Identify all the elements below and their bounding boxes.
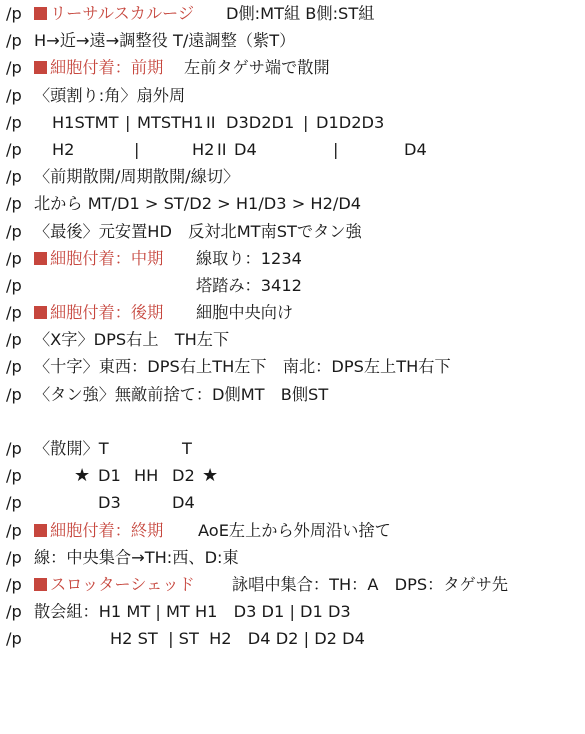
blank-line xyxy=(6,408,581,435)
line-command: /p xyxy=(6,439,22,458)
line-text: 線：中央集合→TH:西、D:東 xyxy=(34,547,239,567)
position-label: D1 xyxy=(98,466,121,486)
macro-line xyxy=(6,353,581,380)
macro-line xyxy=(6,489,581,516)
star-icon: ★ xyxy=(74,465,91,487)
section-heading: 細胞付着：前期 xyxy=(50,58,164,78)
section-heading: リーサルスカルージ xyxy=(50,4,195,23)
line-command: /p xyxy=(6,303,22,323)
line-text: 〈散開〉T xyxy=(34,439,109,458)
divider: | xyxy=(333,139,339,159)
line-command: /p xyxy=(6,384,22,404)
macro-line xyxy=(6,571,581,598)
section-marker-icon xyxy=(34,245,49,272)
party-group: H1STMT xyxy=(52,112,119,132)
macro-line xyxy=(6,435,581,462)
macro-line xyxy=(6,190,581,217)
line-text: 〈X字〉DPS右上 TH左下 xyxy=(34,330,230,350)
divider: II xyxy=(206,112,216,132)
line-command: /p xyxy=(6,31,22,51)
line-command: /p xyxy=(6,167,22,187)
macro-line xyxy=(6,326,581,353)
line-command: /p xyxy=(6,547,22,567)
line-command: /p xyxy=(6,58,22,78)
line-command: /p xyxy=(6,466,22,486)
macro-line xyxy=(6,462,581,489)
section-heading: 細胞付着：終期 xyxy=(50,520,164,540)
line-command: /p xyxy=(6,85,22,105)
section-marker-icon xyxy=(34,0,49,27)
macro-line xyxy=(6,82,581,109)
macro-line xyxy=(6,0,581,27)
party-group: D1D2D3 xyxy=(316,112,385,132)
section-marker-icon xyxy=(34,299,49,326)
line-command: /p xyxy=(6,629,22,649)
macro-line xyxy=(6,245,581,272)
line-command: /p xyxy=(6,4,22,23)
line-text: AoE左上から外周沿い捨て xyxy=(198,520,391,540)
party-group: D4 xyxy=(234,139,257,159)
macro-document xyxy=(6,0,581,653)
position-label: HH xyxy=(134,466,159,486)
line-text: 線取り：1234 xyxy=(196,248,302,268)
macro-line xyxy=(6,517,581,544)
macro-line xyxy=(6,381,581,408)
party-group: D3D2D1 xyxy=(226,112,295,132)
line-command: /p xyxy=(6,330,22,350)
divider: | xyxy=(303,112,309,132)
line-command: /p xyxy=(6,574,22,594)
line-command: /p xyxy=(6,112,22,132)
line-text: 〈タン強〉無敵前捨て：D側MT B側ST xyxy=(34,384,329,404)
section-marker-icon xyxy=(34,54,49,81)
party-group: H2 xyxy=(52,139,75,159)
divider: II xyxy=(217,139,227,159)
macro-line xyxy=(6,299,581,326)
macro-line xyxy=(6,598,581,625)
line-text: 詠唱中集合：TH：A DPS：タゲサ先 xyxy=(232,574,509,594)
line-command: /p xyxy=(6,520,22,540)
section-heading: 細胞付着：中期 xyxy=(50,248,164,268)
line-text: 左前タゲサ端で散開 xyxy=(184,58,330,78)
line-text: 北から MT/D1 > ST/D2 > H1/D3 > H2/D4 xyxy=(34,194,362,214)
line-text: D側:MT組 B側:ST組 xyxy=(226,4,375,23)
line-text: 〈前期散開/周期散開/線切〉 xyxy=(34,167,240,187)
position-label: D4 xyxy=(172,493,195,513)
macro-line xyxy=(6,544,581,571)
line-command: /p xyxy=(6,275,22,295)
position-label: T xyxy=(182,439,192,458)
macro-line xyxy=(6,218,581,245)
line-text: 散会組：H1 MT | MT H1 D3 D1 | D1 D3 xyxy=(34,602,351,622)
section-marker-icon xyxy=(34,517,49,544)
line-text: H→近→遠→調整役 T/遠調整（紫T） xyxy=(34,31,296,51)
position-label: D2 xyxy=(172,466,195,486)
line-command: /p xyxy=(6,602,22,622)
line-command: /p xyxy=(6,493,22,513)
macro-line xyxy=(6,163,581,190)
line-text: 〈十字〉東西：DPS右上TH左下 南北：DPS左上TH右下 xyxy=(34,357,451,377)
divider: | xyxy=(125,112,131,132)
line-command: /p xyxy=(6,221,22,241)
party-group: H2 xyxy=(192,139,215,159)
line-text: 〈頭割り:角〉扇外周 xyxy=(34,85,186,105)
line-command: /p xyxy=(6,357,22,377)
section-marker-icon xyxy=(34,571,49,598)
macro-line xyxy=(6,136,581,163)
macro-line xyxy=(6,625,581,652)
line-command: /p xyxy=(6,248,22,268)
line-text: 〈最後〉元安置HD 反対北MT南STでタン強 xyxy=(34,221,362,241)
macro-line xyxy=(6,54,581,81)
section-heading: 細胞付着：後期 xyxy=(50,303,164,323)
section-heading: スロッターシェッド xyxy=(50,574,195,594)
line-text: H2 ST | ST H2 D4 D2 | D2 D4 xyxy=(110,629,365,649)
star-icon: ★ xyxy=(202,465,219,487)
macro-line xyxy=(6,272,581,299)
macro-line xyxy=(6,27,581,54)
macro-line xyxy=(6,109,581,136)
divider: | xyxy=(134,139,140,159)
line-command: /p xyxy=(6,194,22,214)
party-group: D4 xyxy=(404,139,427,159)
position-label: D3 xyxy=(98,493,121,513)
line-text: 塔踏み：3412 xyxy=(196,275,302,295)
line-command: /p xyxy=(6,139,22,159)
party-group: MTSTH1 xyxy=(137,112,204,132)
line-text: 細胞中央向け xyxy=(196,303,294,323)
